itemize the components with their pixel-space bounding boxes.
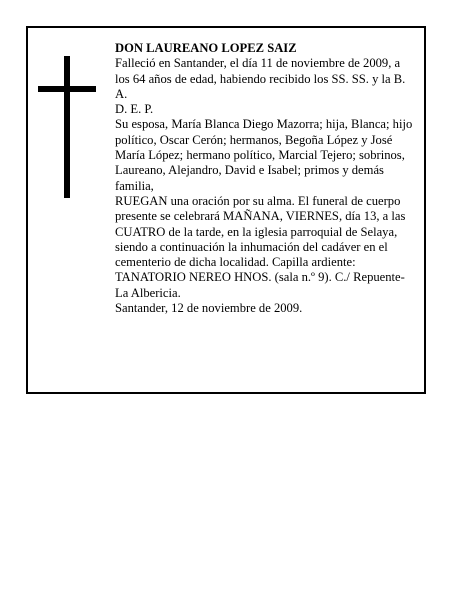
rest-in-peace: D. E. P. xyxy=(115,102,154,117)
place-and-date: Santander, 12 de noviembre de 2009. xyxy=(115,301,303,316)
obituary-notice xyxy=(26,26,426,394)
family-list: Su esposa, María Blanca Diego Mazorra; hija, Blanca; hijo político, Oscar Cerón; hermanos, Begoña López y José María López; hermano político, Marcial Tejero; sobrinos, Laureano, Alejandro, David e Isabel; primos y demás familia, xyxy=(115,117,413,193)
death-announcement: Falleció en Santander, el día 11 de noviembre de 2009, a los 64 años de edad, habiendo recibido los SS. SS. y la B. A. xyxy=(115,56,406,101)
cross-vertical-bar xyxy=(64,56,70,198)
notice-text xyxy=(115,41,415,316)
deceased-name: DON LAUREANO LOPEZ SAIZ xyxy=(115,41,297,55)
latin-cross-icon xyxy=(38,56,96,198)
funeral-details: RUEGAN una oración por su alma. El funeral de cuerpo presente se celebrará MAÑANA, VIERNES, día 13, a las CUATRO de la tarde, en la iglesia parroquial de Selaya, siendo a continuación la inhumación del cadáver en el cementerio de dicha localidad. Capilla ardiente: TANATORIO NEREO HNOS. (sala n.º 9). C./ Repuente-La Albericia. xyxy=(115,193,406,300)
cross-horizontal-bar xyxy=(38,86,96,92)
